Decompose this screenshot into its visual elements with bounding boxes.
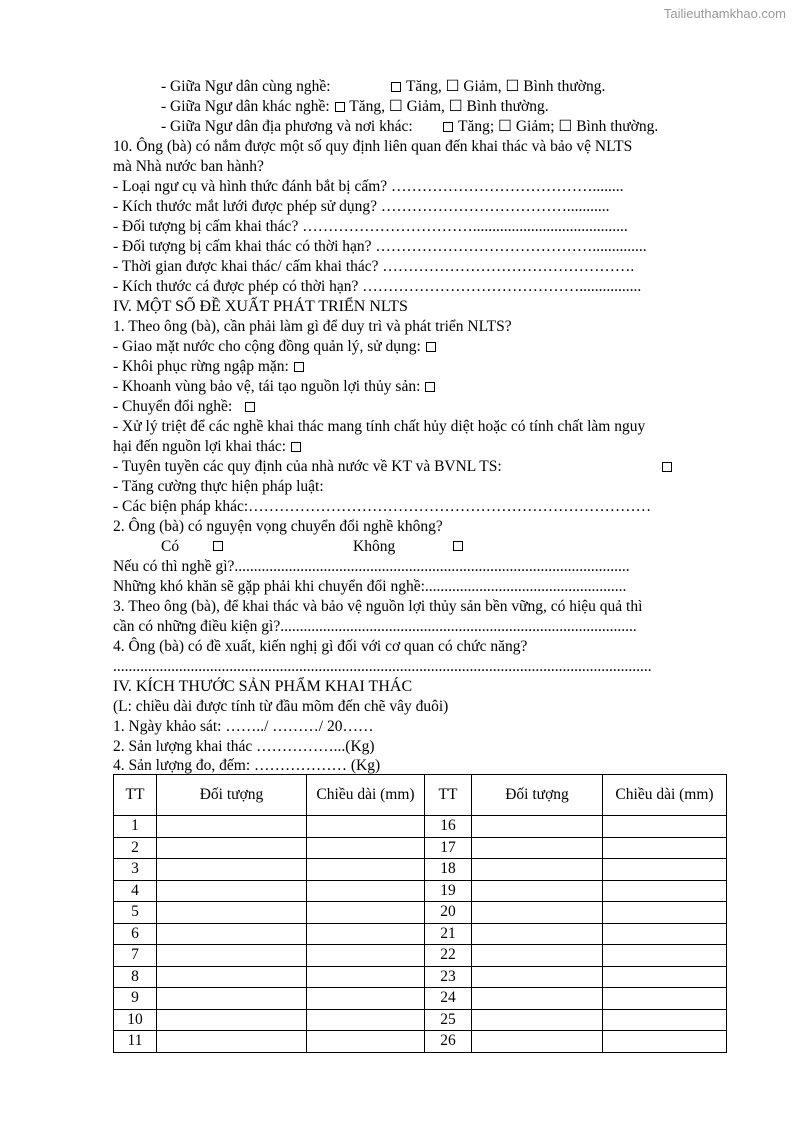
row-number: 16 <box>425 816 472 838</box>
row-number: 2 <box>114 837 157 859</box>
table-row <box>114 1009 727 1031</box>
row-number: 24 <box>425 988 472 1010</box>
object-cell[interactable] <box>157 837 307 859</box>
length-cell[interactable] <box>603 816 727 838</box>
row-number: 1 <box>114 816 157 838</box>
object-cell[interactable] <box>472 1009 603 1031</box>
object-cell[interactable] <box>472 966 603 988</box>
table-row <box>114 902 727 924</box>
q1-item <box>113 377 436 397</box>
row-number: 10 <box>114 1009 157 1031</box>
length-cell[interactable] <box>603 837 727 859</box>
length-cell[interactable] <box>603 859 727 881</box>
row-number: 19 <box>425 880 472 902</box>
q9-item-options: Tăng, ☐ Giảm, ☐ Bình thường. <box>405 78 606 95</box>
q2-no-label: Không <box>353 538 396 555</box>
row-number: 17 <box>425 837 472 859</box>
object-cell[interactable] <box>157 1031 307 1053</box>
object-cell[interactable] <box>472 988 603 1010</box>
length-cell[interactable] <box>307 837 425 859</box>
size-table <box>113 774 727 1053</box>
length-cell[interactable] <box>603 923 727 945</box>
row-number: 18 <box>425 859 472 881</box>
q2-which: Nếu có thì nghề gì?...................................................................................................... <box>113 558 630 575</box>
q10-item: - Thời gian được khai thác/ cấm khai thác? …………………………………………. <box>113 258 635 275</box>
q1-item <box>113 337 437 357</box>
length-cell[interactable] <box>307 1031 425 1053</box>
object-cell[interactable] <box>157 902 307 924</box>
survey-date-field: 1. Ngày khảo sát: ……../ ………/ 20…… <box>113 718 374 735</box>
length-cell[interactable] <box>307 880 425 902</box>
q2-yes-label: Có <box>161 538 180 555</box>
object-cell[interactable] <box>157 816 307 838</box>
q1-item <box>113 397 256 417</box>
length-cell[interactable] <box>307 923 425 945</box>
object-cell[interactable] <box>157 859 307 881</box>
row-number: 8 <box>114 966 157 988</box>
object-cell[interactable] <box>472 816 603 838</box>
q1-question: 1. Theo ông (bà), cần phải làm gì để duy trì và phát triển NLTS? <box>113 318 512 335</box>
header-object: Đối tượng <box>472 775 603 816</box>
q3-question-cont: cần có những điều kiện gì?............................................................................................ <box>113 618 637 635</box>
length-cell[interactable] <box>307 902 425 924</box>
row-number: 25 <box>425 1009 472 1031</box>
checkbox[interactable] <box>425 382 435 392</box>
table-row <box>114 988 727 1010</box>
row-number: 21 <box>425 923 472 945</box>
size-note: (L: chiều dài được tính từ đầu mõm đến chẽ vây đuôi) <box>113 698 449 715</box>
length-cell[interactable] <box>307 988 425 1010</box>
q10-item: - Kích thước mắt lưới được phép sử dụng? ………………………………........... <box>113 198 610 215</box>
header-length: Chiều dài (mm) <box>307 775 425 816</box>
q1-item-label: - Giao mặt nước cho cộng đồng quản lý, sử dụng: <box>113 338 421 355</box>
q10-item: - Loại ngư cụ và hình thức đánh bắt bị cấm? …………………………………........ <box>113 178 624 195</box>
object-cell[interactable] <box>472 902 603 924</box>
object-cell[interactable] <box>472 1031 603 1053</box>
q2-question: 2. Ông (bà) có nguyện vọng chuyển đổi nghề không? <box>113 518 443 535</box>
q9-item-label: - Giữa Ngư dân địa phương và nơi khác: <box>161 118 413 135</box>
q1-item-label: - Khoanh vùng bảo vệ, tái tạo nguồn lợi thủy sản: <box>113 378 421 395</box>
q1-item-long: - Xử lý triệt để các nghề khai thác mang tính chất hủy diệt hoặc có tính chất làm nguy <box>113 418 646 435</box>
row-number: 9 <box>114 988 157 1010</box>
section-title-sizes: IV. KÍCH THƯỚC SẢN PHẨM KHAI THÁC <box>113 678 413 695</box>
header-tt: TT <box>425 775 472 816</box>
object-cell[interactable] <box>472 859 603 881</box>
row-number: 5 <box>114 902 157 924</box>
q1-item: - Các biện pháp khác:…………………………………………………………………… <box>113 498 652 515</box>
header-object: Đối tượng <box>157 775 307 816</box>
table-row <box>114 880 727 902</box>
table-row <box>114 966 727 988</box>
q10-question-cont: mà Nhà nước ban hành? <box>113 158 264 175</box>
object-cell[interactable] <box>157 880 307 902</box>
q1-item-label: hại đến nguồn lợi khai thác: <box>113 438 287 455</box>
q1-item-label: - Khôi phục rừng ngập mặn: <box>113 358 289 375</box>
row-number: 3 <box>114 859 157 881</box>
length-cell[interactable] <box>603 880 727 902</box>
object-cell[interactable] <box>157 988 307 1010</box>
length-cell[interactable] <box>307 945 425 967</box>
length-cell[interactable] <box>307 859 425 881</box>
q9-item-label: - Giữa Ngư dân cùng nghề: <box>161 78 331 95</box>
object-cell[interactable] <box>472 945 603 967</box>
length-cell[interactable] <box>307 816 425 838</box>
catch-yield-field: 2. Sản lượng khai thác ……………...(Kg) <box>113 738 375 755</box>
checkbox[interactable] <box>245 402 255 412</box>
table-header-row <box>114 775 727 816</box>
q1-item-label: - Chuyển đổi nghề: <box>113 398 233 415</box>
object-cell[interactable] <box>157 966 307 988</box>
length-cell[interactable] <box>603 1031 727 1053</box>
q1-item <box>113 457 502 477</box>
checkbox[interactable] <box>291 442 301 452</box>
row-number: 26 <box>425 1031 472 1053</box>
q1-item-long-cont <box>113 437 302 457</box>
length-cell[interactable] <box>603 966 727 988</box>
q9-item-local-outside <box>161 117 658 137</box>
row-number: 11 <box>114 1031 157 1053</box>
q9-item-same-trade <box>161 77 605 97</box>
header-tt: TT <box>114 775 157 816</box>
checkbox[interactable] <box>391 82 401 92</box>
q2-no-checkbox[interactable] <box>453 541 463 551</box>
row-number: 6 <box>114 923 157 945</box>
table-row <box>114 816 727 838</box>
watermark: Tailieuthamkhao.com <box>663 6 786 21</box>
header-length: Chiều dài (mm) <box>603 775 727 816</box>
q9-item-options: Tăng; ☐ Giảm; ☐ Bình thường. <box>458 118 659 135</box>
table-row <box>114 923 727 945</box>
object-cell[interactable] <box>157 945 307 967</box>
row-number: 20 <box>425 902 472 924</box>
q10-item: - Đối tượng bị cấm khai thác? ……………………………........................................ <box>113 218 628 235</box>
object-cell[interactable] <box>157 923 307 945</box>
q1-item <box>113 357 305 377</box>
table-row <box>114 1031 727 1053</box>
q10-item: - Đối tượng bị cấm khai thác có thời hạn? …………………………………….............. <box>113 238 647 255</box>
length-cell[interactable] <box>603 902 727 924</box>
q10-question: 10. Ông (bà) có nắm được một số quy định liên quan đến khai thác và bảo vệ NLTS <box>113 138 633 155</box>
length-cell[interactable] <box>603 1009 727 1031</box>
q9-item-label: - Giữa Ngư dân khác nghề: <box>161 98 330 115</box>
row-number: 7 <box>114 945 157 967</box>
length-cell[interactable] <box>307 966 425 988</box>
q9-item-options: Tăng, ☐ Giảm, ☐ Bình thường. <box>349 98 549 115</box>
q1-item-label: - Tuyên tuyền các quy định của nhà nước về KT và BVNL TS: <box>113 458 502 475</box>
table-row <box>114 859 727 881</box>
table-row <box>114 945 727 967</box>
q2-yes-checkbox[interactable] <box>213 541 223 551</box>
row-number: 22 <box>425 945 472 967</box>
q9-item-other-trade <box>161 97 549 117</box>
length-cell[interactable] <box>307 1009 425 1031</box>
row-number: 23 <box>425 966 472 988</box>
object-cell[interactable] <box>472 923 603 945</box>
checkbox[interactable] <box>335 102 345 112</box>
q4-question: 4. Ông (bà) có đề xuất, kiến nghị gì đối với cơ quan có chức năng? <box>113 638 528 655</box>
checkbox[interactable] <box>294 362 304 372</box>
q4-answer-blank: ........................................................................................................................................... <box>113 658 652 675</box>
measured-yield-field: 4. Sản lượng đo, đếm: ……………… (Kg) <box>113 757 381 774</box>
length-cell[interactable] <box>603 988 727 1010</box>
object-cell[interactable] <box>472 880 603 902</box>
q2-difficulty: Những khó khăn sẽ gặp phải khi chuyển đổi nghề:.................................................... <box>113 578 627 595</box>
length-cell[interactable] <box>603 945 727 967</box>
q10-item: - Kích thước cá được phép có thời hạn? ……………………………………................ <box>113 278 642 295</box>
section-title-proposals: IV. MỘT SỐ ĐỀ XUẤT PHÁT TRIỂN NLTS <box>113 298 408 315</box>
object-cell[interactable] <box>472 837 603 859</box>
q3-question: 3. Theo ông (bà), để khai thác và bảo vệ nguồn lợi thủy sản bền vững, có hiệu quả thì <box>113 598 643 615</box>
checkbox[interactable] <box>662 462 672 472</box>
object-cell[interactable] <box>157 1009 307 1031</box>
checkbox[interactable] <box>443 122 453 132</box>
row-number: 4 <box>114 880 157 902</box>
checkbox[interactable] <box>426 342 436 352</box>
q1-item: - Tăng cường thực hiện pháp luật: <box>113 478 324 495</box>
table-row <box>114 837 727 859</box>
